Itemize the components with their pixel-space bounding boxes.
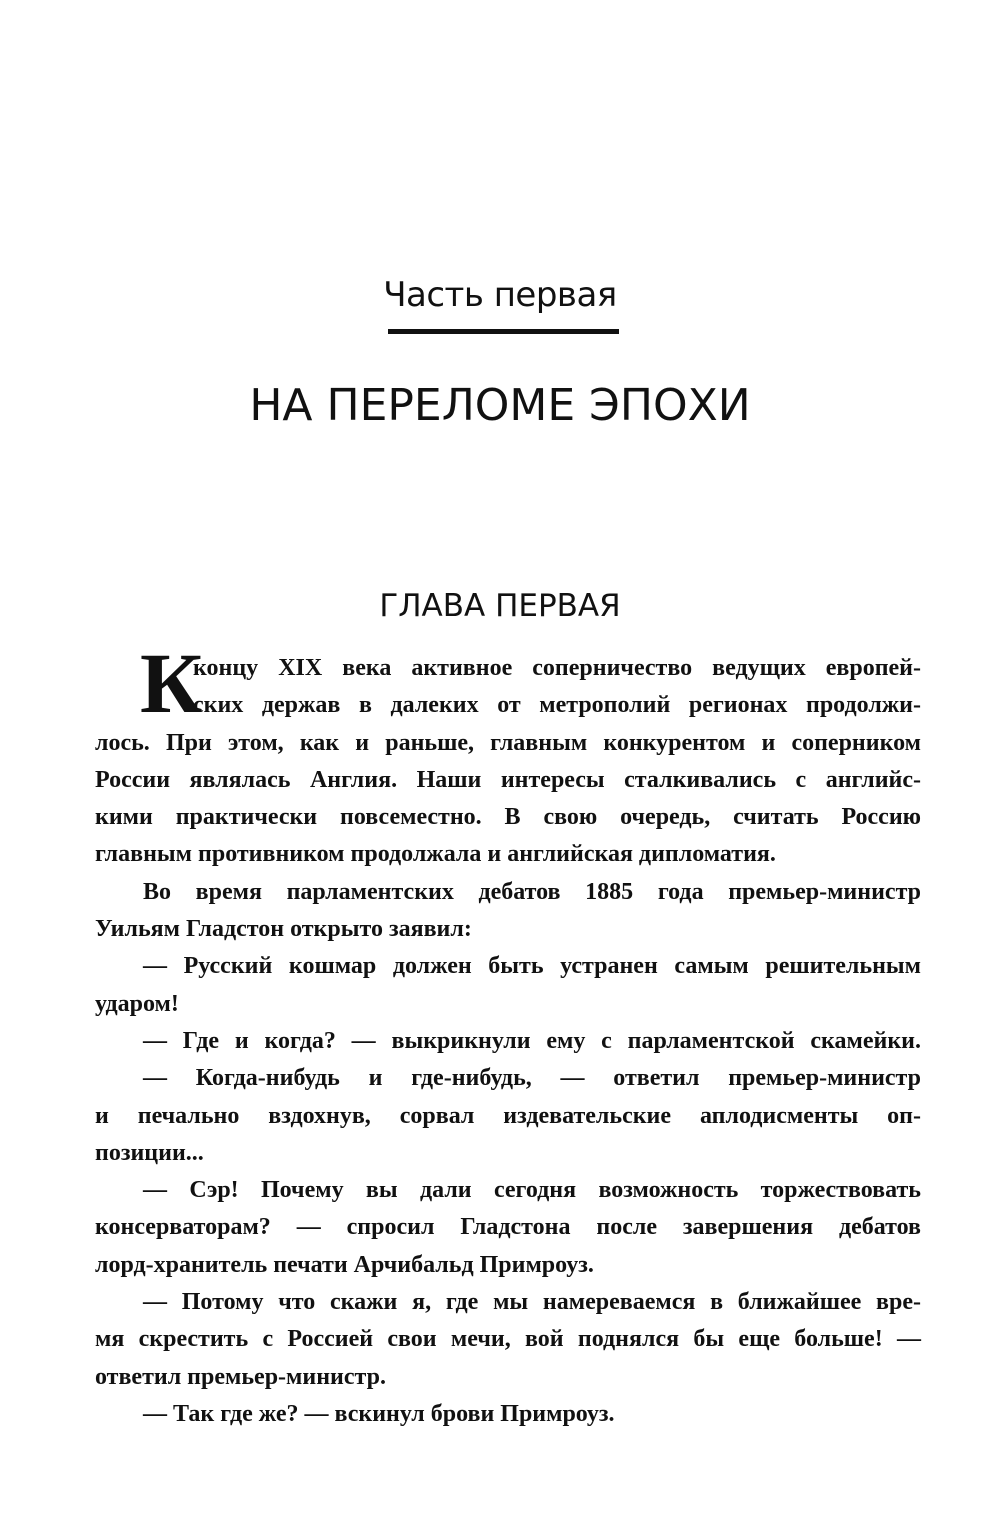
- text-line: консерваторам? — спросил Гладстона после завершения дебатов: [95, 1214, 921, 1241]
- part-underline: [388, 329, 619, 334]
- part-title: НА ПЕРЕЛОМЕ ЭПОХИ: [249, 380, 751, 431]
- text-line: России являлась Англия. Наши интересы сталкивались с английс-: [95, 766, 921, 793]
- text-line: лось. При этом, как и раньше, главным конкурентом и соперником: [95, 729, 921, 756]
- text-line: ских держав в далеких от метрополий регионах продолжи-: [193, 692, 921, 719]
- text-line: — Русский кошмар должен быть устранен самым решительным: [143, 953, 921, 980]
- text-line: кими практически повсеместно. В свою очередь, считать Россию: [95, 804, 921, 831]
- text-line: лорд-хранитель печати Арчибальд Примроуз.: [95, 1251, 594, 1278]
- text-line: главным противником продолжала и английская дипломатия.: [95, 841, 776, 868]
- text-line: ударом!: [95, 990, 179, 1017]
- text-line: Во время парламентских дебатов 1885 года премьер-министр: [143, 878, 921, 905]
- text-line: — Так где же? — вскинул брови Примроуз.: [143, 1400, 615, 1427]
- text-line: — Потому что скажи я, где мы намереваемся в ближайшее вре-: [143, 1289, 921, 1316]
- text-line: и печально вздохнув, сорвал издевательские аплодисменты оп-: [95, 1102, 921, 1129]
- text-line: ответил премьер-министр.: [95, 1363, 386, 1390]
- text-line: мя скрестить с Россией свои мечи, вой поднялся бы еще больше! —: [95, 1326, 921, 1353]
- text-line: позиции...: [95, 1139, 204, 1166]
- drop-cap: К: [140, 635, 203, 731]
- text-line: — Где и когда? — выкрикнули ему с парламентской скамейки.: [143, 1027, 921, 1054]
- text-line: — Сэр! Почему вы дали сегодня возможность торжествовать: [143, 1177, 921, 1204]
- chapter-text: [95, 650, 921, 1433]
- text-line: — Когда-нибудь и где-нибудь, — ответил премьер-министр: [143, 1065, 921, 1092]
- text-line: Уильям Гладстон открыто заявил:: [95, 916, 472, 943]
- part-label: Часть первая: [383, 275, 617, 315]
- chapter-title: ГЛАВА ПЕРВАЯ: [379, 588, 621, 624]
- text-line: концу XIX века активное соперничество ведущих европей-: [193, 655, 921, 681]
